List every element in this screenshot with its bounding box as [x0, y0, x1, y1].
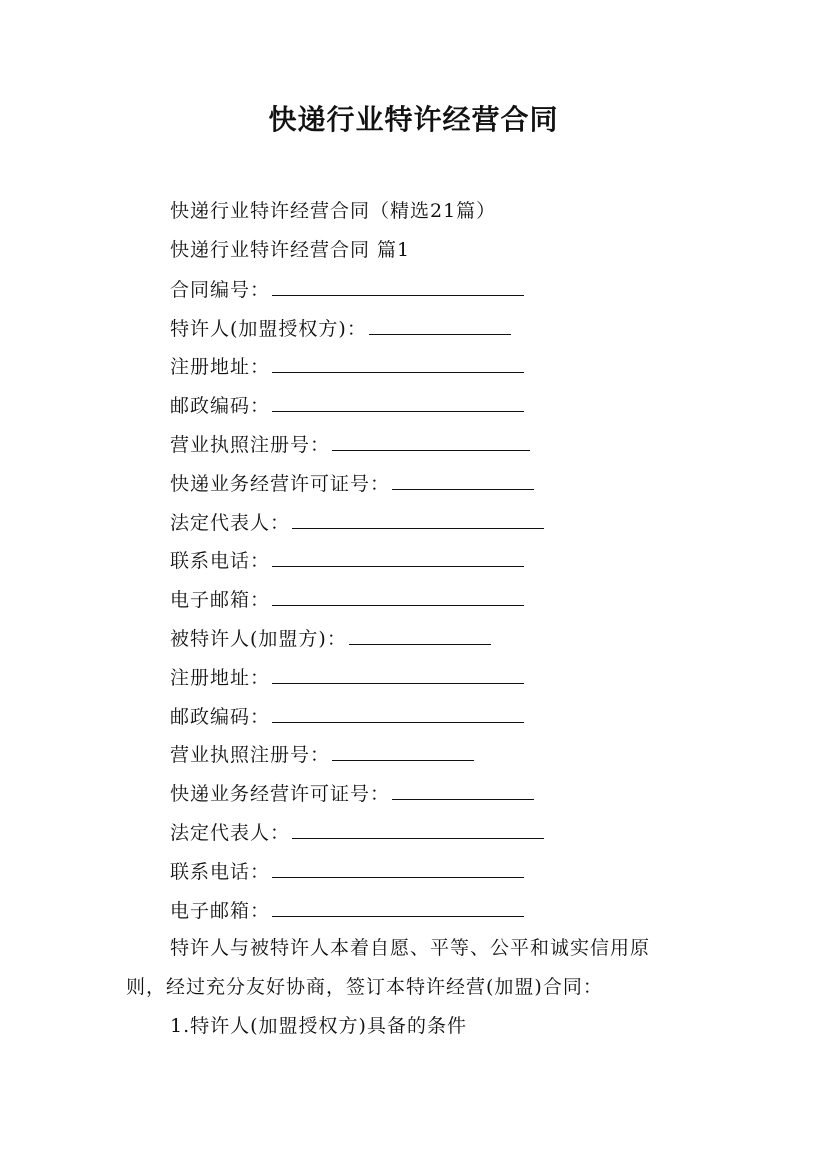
document-title: 快递行业特许经营合同 [268, 103, 559, 136]
franchisor-permit-blank [392, 469, 534, 490]
franchisee-license-field: 营业执照注册号： [170, 740, 474, 769]
franchisor-permit-field: 快递业务经营许可证号： [170, 469, 534, 498]
contract-number-field: 合同编号： [170, 275, 524, 304]
franchisee-license-blank [332, 740, 474, 761]
section-heading: 快递行业特许经营合同 篇1 [170, 239, 411, 261]
franchisee-email-field: 电子邮箱： [170, 896, 524, 925]
franchisor-postcode-blank [272, 391, 524, 412]
franchisor-phone-blank [272, 546, 524, 567]
franchisor-email-field: 电子邮箱： [170, 585, 524, 614]
franchisor-email-blank [272, 585, 524, 606]
franchisee-postcode-field: 邮政编码： [170, 702, 524, 731]
franchisee-phone-field: 联系电话： [170, 857, 524, 886]
contract-number-blank [272, 275, 524, 296]
franchisee-representative-blank [292, 818, 544, 839]
clause-heading: 1.特许人(加盟授权方)具备的条件 [170, 1015, 467, 1037]
franchisee-email-blank [272, 896, 524, 917]
franchisee-permit-blank [392, 779, 534, 800]
document-subtitle: 快递行业特许经营合同（精选21篇） [170, 200, 497, 222]
franchisor-field: 特许人(加盟授权方)： [170, 314, 511, 343]
franchisor-phone-field: 联系电话： [170, 546, 524, 575]
franchisee-representative-field: 法定代表人： [170, 818, 544, 847]
franchisor-postcode-field: 邮政编码： [170, 391, 524, 420]
preamble-line-2: 则，经过充分友好协商，签订本特许经营(加盟)合同： [126, 976, 603, 998]
franchisee-address-field: 注册地址： [170, 663, 524, 692]
franchisee-postcode-blank [272, 702, 524, 723]
franchisor-representative-blank [292, 508, 544, 529]
franchisor-blank [369, 314, 511, 335]
franchisee-permit-field: 快递业务经营许可证号： [170, 779, 534, 808]
franchisor-representative-field: 法定代表人： [170, 508, 544, 537]
franchisor-address-field: 注册地址： [170, 352, 524, 381]
franchisee-address-blank [272, 663, 524, 684]
franchisee-blank [349, 624, 491, 645]
franchisor-license-blank [332, 430, 530, 451]
franchisor-license-field: 营业执照注册号： [170, 430, 530, 459]
franchisee-field: 被特许人(加盟方)： [170, 624, 491, 653]
preamble-line-1: 特许人与被特许人本着自愿、平等、公平和诚实信用原 [170, 937, 651, 959]
franchisor-address-blank [272, 352, 524, 373]
franchisee-phone-blank [272, 857, 524, 878]
